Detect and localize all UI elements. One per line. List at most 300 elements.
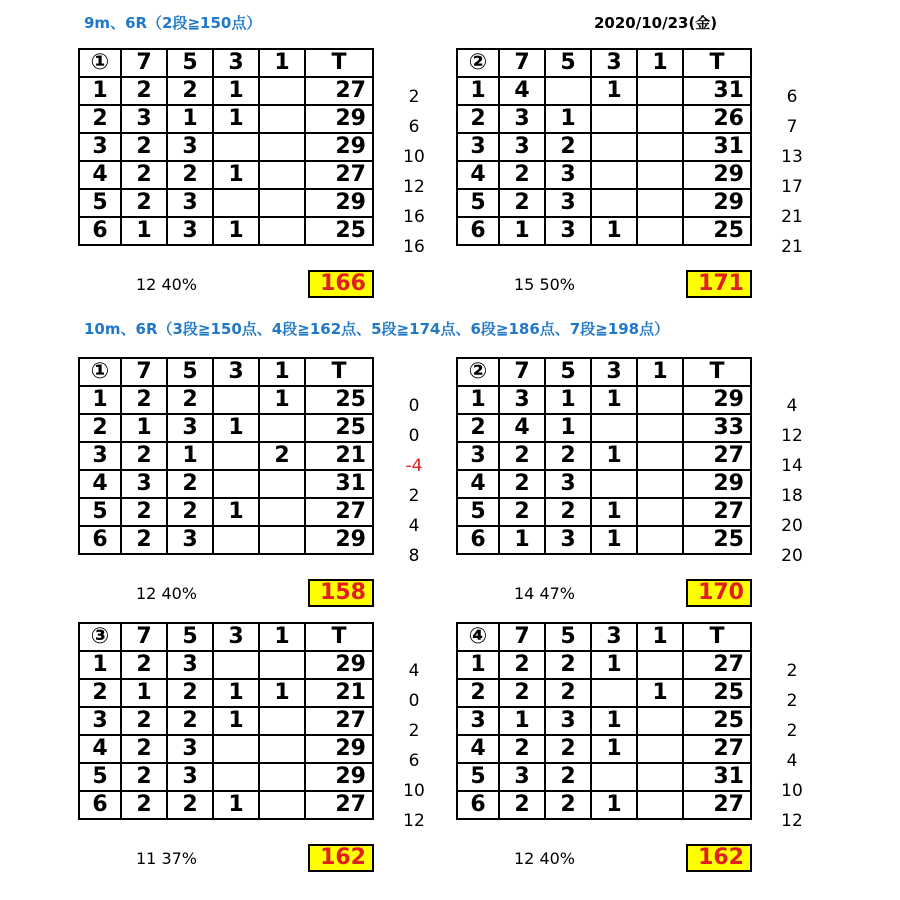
hit-count-1	[259, 77, 305, 105]
column-header: 7	[121, 358, 167, 386]
hit-summary: 14 47%	[514, 584, 576, 603]
total-score: 158	[308, 579, 374, 607]
table-row	[79, 442, 373, 470]
column-header: 1	[637, 49, 683, 77]
panel-label: ①	[79, 358, 121, 386]
hit-count-5: 2	[167, 161, 213, 189]
round-total: 29	[683, 161, 751, 189]
column-header: 5	[545, 49, 591, 77]
hit-count-3	[591, 133, 637, 161]
hit-count-1	[637, 791, 683, 819]
hit-count-7: 2	[499, 470, 545, 498]
hit-count-7: 3	[499, 386, 545, 414]
cumulative-margin: 2	[786, 691, 798, 711]
round-number: 1	[457, 651, 499, 679]
table-row	[457, 791, 751, 819]
hit-count-1	[259, 189, 305, 217]
round-number: 4	[79, 735, 121, 763]
round-number: 6	[457, 217, 499, 245]
table-row	[79, 217, 373, 245]
cumulative-margin: 0	[408, 426, 420, 446]
hit-summary: 11 37%	[136, 849, 198, 868]
hit-count-7: 2	[121, 133, 167, 161]
hit-count-7: 2	[499, 189, 545, 217]
hit-count-1: 1	[259, 679, 305, 707]
round-total: 27	[683, 791, 751, 819]
hit-count-3: 1	[591, 735, 637, 763]
hit-count-1: 1	[637, 679, 683, 707]
hit-count-3: 1	[213, 77, 259, 105]
column-header: 7	[121, 49, 167, 77]
hit-count-3	[213, 763, 259, 791]
table-header-row	[79, 623, 373, 651]
hit-summary: 15 50%	[514, 275, 576, 294]
round-total: 31	[683, 133, 751, 161]
column-header: 3	[213, 49, 259, 77]
hit-count-1	[259, 414, 305, 442]
hit-count-5: 2	[167, 679, 213, 707]
hit-count-5: 3	[545, 470, 591, 498]
hit-summary: 12 40%	[514, 849, 576, 868]
table-row	[457, 77, 751, 105]
hit-count-5: 3	[167, 189, 213, 217]
hit-count-3	[213, 526, 259, 554]
round-total: 29	[305, 133, 373, 161]
table-row	[457, 161, 751, 189]
hit-count-7: 1	[121, 414, 167, 442]
round-total: 31	[683, 77, 751, 105]
panel-label: ②	[457, 49, 499, 77]
column-header: T	[305, 358, 373, 386]
hit-count-5	[545, 77, 591, 105]
cumulative-margin: 6	[408, 751, 420, 771]
hit-count-1	[637, 651, 683, 679]
cumulative-margin: 6	[408, 117, 420, 137]
hit-count-1	[637, 470, 683, 498]
hit-count-3: 1	[591, 442, 637, 470]
table-row	[79, 161, 373, 189]
hit-count-1: 2	[259, 442, 305, 470]
hit-count-3: 1	[213, 217, 259, 245]
cumulative-margin: 10	[781, 781, 803, 801]
hit-count-3: 1	[591, 217, 637, 245]
hit-count-3: 1	[591, 498, 637, 526]
cumulative-margin: 2	[408, 486, 420, 506]
table-row	[457, 217, 751, 245]
hit-count-7: 2	[121, 791, 167, 819]
round-total: 27	[683, 498, 751, 526]
cumulative-margin: 12	[403, 811, 425, 831]
hit-count-7: 4	[499, 77, 545, 105]
hit-count-7: 2	[499, 791, 545, 819]
hit-count-5: 1	[545, 414, 591, 442]
cumulative-margin: -4	[405, 456, 423, 476]
hit-count-1	[637, 386, 683, 414]
total-score: 162	[308, 844, 374, 872]
hit-count-3	[213, 651, 259, 679]
round-number: 6	[79, 217, 121, 245]
table-row	[457, 707, 751, 735]
hit-count-5: 2	[545, 442, 591, 470]
round-total: 27	[305, 161, 373, 189]
cumulative-margin: 2	[786, 721, 798, 741]
round-total: 27	[683, 651, 751, 679]
cumulative-margin: 21	[781, 207, 803, 227]
hit-count-1	[637, 105, 683, 133]
hit-count-3	[213, 470, 259, 498]
panel-label: ②	[457, 358, 499, 386]
round-number: 6	[79, 791, 121, 819]
hit-summary: 12 40%	[136, 584, 198, 603]
cumulative-margin: 12	[403, 177, 425, 197]
round-number: 6	[79, 526, 121, 554]
column-header: 3	[213, 623, 259, 651]
round-number: 6	[457, 791, 499, 819]
round-number: 1	[79, 77, 121, 105]
cumulative-margin: 20	[781, 546, 803, 566]
hit-count-5: 3	[545, 161, 591, 189]
hit-count-7: 3	[499, 763, 545, 791]
round-number: 1	[79, 651, 121, 679]
column-header: T	[683, 358, 751, 386]
round-total: 31	[305, 470, 373, 498]
column-header: 1	[259, 358, 305, 386]
hit-count-1	[637, 189, 683, 217]
table-header-row	[79, 358, 373, 386]
table-row	[457, 470, 751, 498]
hit-count-7: 1	[499, 707, 545, 735]
table-row	[79, 526, 373, 554]
hit-count-1	[637, 217, 683, 245]
hit-count-5: 2	[545, 679, 591, 707]
hit-count-3: 1	[213, 161, 259, 189]
score-table	[456, 48, 752, 246]
cumulative-margin: 0	[408, 691, 420, 711]
round-number: 5	[457, 763, 499, 791]
cumulative-margin: 10	[403, 147, 425, 167]
hit-count-3: 1	[591, 707, 637, 735]
round-number: 5	[457, 189, 499, 217]
hit-count-5: 1	[167, 442, 213, 470]
cumulative-margin: 10	[403, 781, 425, 801]
round-number: 2	[79, 679, 121, 707]
table-header-row	[79, 49, 373, 77]
hit-count-1	[259, 161, 305, 189]
round-number: 2	[457, 679, 499, 707]
hit-count-1	[637, 442, 683, 470]
hit-count-5: 2	[167, 77, 213, 105]
hit-count-3: 1	[213, 414, 259, 442]
cumulative-margin: 4	[408, 516, 420, 536]
round-total: 29	[305, 735, 373, 763]
hit-count-7: 1	[121, 679, 167, 707]
hit-count-1	[637, 707, 683, 735]
round-total: 29	[683, 386, 751, 414]
round-total: 25	[683, 679, 751, 707]
cumulative-margin: 21	[781, 237, 803, 257]
column-header: 1	[637, 623, 683, 651]
panel-label: ①	[79, 49, 121, 77]
column-header: T	[305, 623, 373, 651]
table-row	[457, 526, 751, 554]
hit-count-5: 1	[545, 386, 591, 414]
hit-count-1	[259, 651, 305, 679]
hit-count-5: 2	[545, 498, 591, 526]
table-row	[457, 763, 751, 791]
cumulative-margin: 4	[408, 661, 420, 681]
hit-count-5: 2	[545, 735, 591, 763]
round-total: 25	[683, 707, 751, 735]
column-header: T	[305, 49, 373, 77]
cumulative-margin: 6	[786, 87, 798, 107]
table-row	[79, 498, 373, 526]
hit-count-1	[259, 526, 305, 554]
cumulative-margin: 17	[781, 177, 803, 197]
cumulative-margin: 16	[403, 237, 425, 257]
total-score: 171	[686, 270, 752, 298]
hit-count-5: 3	[545, 526, 591, 554]
cumulative-margin: 13	[781, 147, 803, 167]
hit-count-5: 2	[167, 791, 213, 819]
round-total: 29	[305, 105, 373, 133]
hit-count-7: 1	[121, 217, 167, 245]
hit-count-3	[591, 161, 637, 189]
round-number: 4	[457, 735, 499, 763]
hit-count-1	[259, 498, 305, 526]
cumulative-margin: 14	[781, 456, 803, 476]
hit-count-7: 1	[499, 526, 545, 554]
hit-count-3	[213, 189, 259, 217]
round-total: 29	[305, 763, 373, 791]
hit-count-7: 2	[121, 189, 167, 217]
hit-count-7: 1	[499, 217, 545, 245]
cumulative-margin: 12	[781, 811, 803, 831]
table-row	[457, 133, 751, 161]
hit-count-7: 2	[121, 442, 167, 470]
hit-count-5: 3	[545, 189, 591, 217]
round-number: 3	[79, 442, 121, 470]
round-number: 3	[457, 707, 499, 735]
round-number: 4	[457, 470, 499, 498]
round-total: 25	[305, 386, 373, 414]
hit-count-5: 1	[545, 105, 591, 133]
cumulative-margin: 16	[403, 207, 425, 227]
date-label: 2020/10/23(金)	[594, 14, 718, 32]
column-header: 3	[591, 358, 637, 386]
hit-count-7: 2	[121, 161, 167, 189]
round-total: 29	[305, 526, 373, 554]
round-total: 27	[305, 498, 373, 526]
panel-label: ③	[79, 623, 121, 651]
table-row	[457, 414, 751, 442]
hit-count-3	[591, 470, 637, 498]
table-header-row	[457, 623, 751, 651]
hit-count-3	[213, 442, 259, 470]
hit-count-3: 1	[591, 791, 637, 819]
score-table	[78, 357, 374, 555]
hit-count-7: 2	[121, 386, 167, 414]
table-row	[79, 77, 373, 105]
total-score: 162	[686, 844, 752, 872]
hit-count-5: 3	[167, 414, 213, 442]
round-number: 4	[457, 161, 499, 189]
table-row	[79, 189, 373, 217]
hit-count-7: 2	[499, 735, 545, 763]
hit-count-3: 1	[591, 386, 637, 414]
table-row	[457, 651, 751, 679]
round-number: 4	[79, 470, 121, 498]
hit-count-1	[637, 735, 683, 763]
hit-count-1	[259, 707, 305, 735]
cumulative-margin: 2	[408, 721, 420, 741]
total-score: 170	[686, 579, 752, 607]
title-9m: 9m、6R（2段≧150点）	[84, 14, 262, 32]
column-header: 3	[591, 623, 637, 651]
hit-count-5: 2	[167, 386, 213, 414]
hit-count-7: 2	[499, 679, 545, 707]
hit-summary: 12 40%	[136, 275, 198, 294]
cumulative-margin: 20	[781, 516, 803, 536]
hit-count-3: 1	[213, 498, 259, 526]
round-number: 3	[79, 133, 121, 161]
round-total: 27	[305, 707, 373, 735]
table-row	[79, 651, 373, 679]
table-row	[79, 791, 373, 819]
table-row	[79, 679, 373, 707]
title-10m: 10m、6R（3段≧150点、4段≧162点、5段≧174点、6段≧186点、7段≧198点）	[84, 320, 670, 338]
table-row	[79, 386, 373, 414]
round-number: 1	[79, 386, 121, 414]
hit-count-5: 1	[167, 105, 213, 133]
hit-count-3	[591, 105, 637, 133]
column-header: 5	[545, 358, 591, 386]
panel-label: ④	[457, 623, 499, 651]
hit-count-3	[213, 386, 259, 414]
hit-count-7: 3	[499, 133, 545, 161]
round-total: 29	[305, 189, 373, 217]
column-header: T	[683, 623, 751, 651]
round-total: 27	[305, 77, 373, 105]
table-row	[457, 498, 751, 526]
round-total: 25	[683, 526, 751, 554]
table-row	[79, 470, 373, 498]
hit-count-3: 1	[213, 679, 259, 707]
round-number: 5	[457, 498, 499, 526]
hit-count-5: 3	[545, 217, 591, 245]
hit-count-1	[637, 414, 683, 442]
column-header: 5	[167, 358, 213, 386]
hit-count-1	[259, 735, 305, 763]
round-number: 3	[457, 442, 499, 470]
hit-count-1	[637, 161, 683, 189]
hit-count-5: 2	[167, 498, 213, 526]
cumulative-margin: 2	[786, 661, 798, 681]
hit-count-5: 3	[167, 526, 213, 554]
hit-count-3	[591, 189, 637, 217]
hit-count-3	[591, 414, 637, 442]
hit-count-5: 2	[545, 651, 591, 679]
round-total: 29	[683, 189, 751, 217]
hit-count-7: 4	[499, 414, 545, 442]
hit-count-7: 2	[121, 707, 167, 735]
hit-count-3: 1	[591, 77, 637, 105]
round-number: 5	[79, 498, 121, 526]
hit-count-7: 3	[121, 470, 167, 498]
hit-count-5: 3	[167, 217, 213, 245]
table-header-row	[457, 49, 751, 77]
hit-count-1	[259, 791, 305, 819]
hit-count-7: 2	[121, 735, 167, 763]
hit-count-1	[637, 133, 683, 161]
hit-count-1: 1	[259, 386, 305, 414]
round-total: 25	[305, 414, 373, 442]
table-row	[79, 763, 373, 791]
hit-count-1	[259, 763, 305, 791]
table-row	[457, 386, 751, 414]
cumulative-margin: 2	[408, 87, 420, 107]
score-table	[78, 48, 374, 246]
round-number: 2	[457, 105, 499, 133]
hit-count-7: 2	[121, 651, 167, 679]
hit-count-3: 1	[213, 707, 259, 735]
hit-count-5: 2	[167, 707, 213, 735]
column-header: 7	[499, 358, 545, 386]
hit-count-7: 2	[499, 442, 545, 470]
round-number: 6	[457, 526, 499, 554]
hit-count-3: 1	[213, 791, 259, 819]
round-number: 2	[79, 414, 121, 442]
round-total: 25	[305, 217, 373, 245]
round-number: 2	[457, 414, 499, 442]
hit-count-7: 2	[499, 651, 545, 679]
table-row	[457, 735, 751, 763]
table-row	[457, 189, 751, 217]
cumulative-margin: 0	[408, 396, 420, 416]
hit-count-1	[637, 526, 683, 554]
hit-count-1	[259, 133, 305, 161]
column-header: 1	[259, 49, 305, 77]
round-number: 3	[79, 707, 121, 735]
column-header: 7	[499, 623, 545, 651]
table-row	[79, 414, 373, 442]
table-row	[79, 735, 373, 763]
hit-count-3: 1	[591, 526, 637, 554]
round-total: 27	[305, 791, 373, 819]
hit-count-7: 2	[121, 498, 167, 526]
table-row	[457, 105, 751, 133]
table-row	[457, 442, 751, 470]
round-number: 5	[79, 763, 121, 791]
column-header: 3	[591, 49, 637, 77]
hit-count-3: 1	[591, 651, 637, 679]
round-total: 26	[683, 105, 751, 133]
hit-count-1	[637, 763, 683, 791]
cumulative-margin: 7	[786, 117, 798, 137]
hit-count-7: 2	[499, 498, 545, 526]
hit-count-3	[213, 133, 259, 161]
score-table	[456, 622, 752, 820]
hit-count-5: 2	[545, 763, 591, 791]
table-row	[79, 707, 373, 735]
column-header: 1	[637, 358, 683, 386]
hit-count-5: 3	[167, 133, 213, 161]
column-header: 3	[213, 358, 259, 386]
hit-count-5: 2	[167, 470, 213, 498]
hit-count-7: 2	[499, 161, 545, 189]
column-header: 5	[545, 623, 591, 651]
column-header: 7	[121, 623, 167, 651]
cumulative-margin: 18	[781, 486, 803, 506]
